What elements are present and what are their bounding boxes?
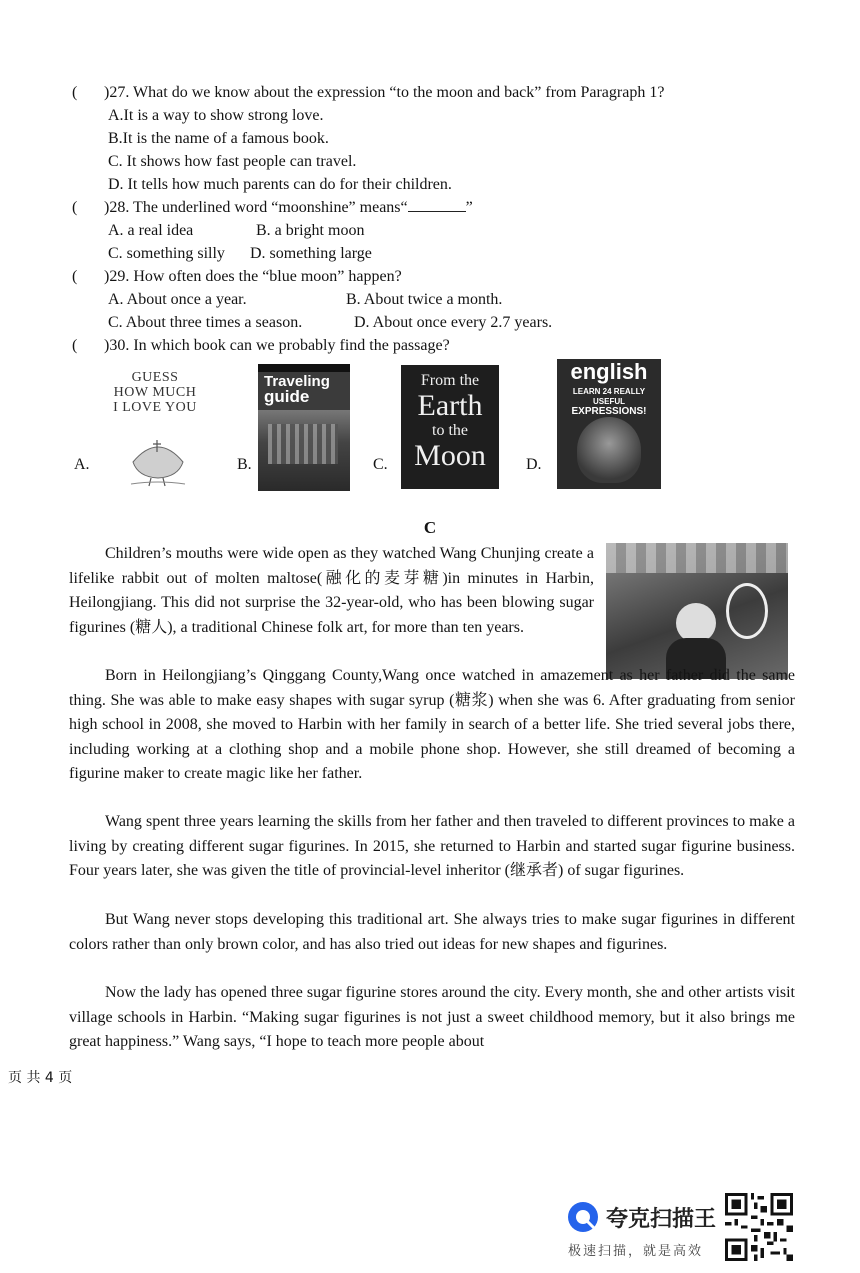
question-29-text: )29. How often does the “blue moon” happen? [104,268,402,285]
q29-option-d: D. About once every 2.7 years. [354,314,553,331]
answer-blank [408,197,466,212]
passage-paragraph-4: But Wang never stops developing this traditional art. She always tries to make sugar figurines in different colors rather than only brown color, and has also tried out ideas for new shapes and figurines. [69,911,795,953]
hare-illustration [123,422,193,488]
q29-option-a: A. About once a year. [108,291,247,308]
q28-option-a: A. a real idea [108,222,194,239]
book-cover-a: GUESS HOW MUCH I LOVE YOU [103,364,207,490]
book-cover-d: english LEARN 24 REALLY USEFUL EXPRESSIONS! [557,359,661,489]
q28-options-row-1 [108,220,365,242]
brand-slogan: 极速扫描，就是高效 [568,1244,704,1259]
page-footer: 页 共 4 页 [8,1070,73,1086]
passage-paragraph-2: Born in Heilongjiang’s Qinggang County,Wang once watched in amazement as her father did the same thing. She was able to make easy shapes with sugar syrup (糖浆) when she was 6. After graduating from senior high school in 2008, she moved to Harbin with her family in search of a better life. She tried several jobs there, including working at a clothing shop and a mobile phone shop. However, she still dreamed of becoming a figurine maker to create magic like her father. [69,667,795,782]
question-28: ( )28. The underlined word “moonshine” means“ ” [72,199,473,216]
q29-options-row-1 [108,289,503,311]
choice-a-label: A. [74,456,90,473]
question-27-text: )27. What do we know about the expression “to the moon and back” from Paragraph 1? [104,84,665,101]
q28-options-row-2 [108,243,372,265]
book-cover-c: From the Earth to the Moon [401,365,499,489]
q28-option-c: C. something silly [108,245,225,262]
qr-code-icon [725,1193,793,1261]
choice-c-label: C. [373,456,388,473]
q27-option-d: D. It tells how much parents can do for their children. [108,176,452,193]
section-heading: C [423,518,437,537]
choice-b-label: B. [237,456,252,473]
question-27: ( )27. What do we know about the expression “to the moon and back” from Paragraph 1? [72,84,665,101]
q27-option-b: B.It is the name of a famous book. [108,130,329,147]
q27-option-a: A.It is a way to show strong love. [108,107,324,124]
question-30-text: )30. In which book can we probably find the passage? [104,337,450,354]
brand-logo-icon [566,1200,600,1234]
choice-d-label: D. [526,456,542,473]
q29-option-b: B. About twice a month. [346,291,503,308]
q29-option-c: C. About three times a season. [108,314,303,331]
passage-paragraph-5: Now the lady has opened three sugar figurine stores around the city. Every month, she and other artists visit village schools in Harbin. “Making sugar figurines is not just a sweet childhood memory, but it also brings me great happiness.” Wang says, “I hope to teach more people about [69,984,795,1050]
brand-name: 夸克扫描王 [606,1207,717,1232]
question-28-text: )28. The underlined word “moonshine” means“ [104,199,408,216]
q29-options-row-2 [108,312,553,334]
question-29: ( )29. How often does the “blue moon” happen? [72,268,402,285]
q28-option-b: B. a bright moon [256,222,365,239]
q27-option-c: C. It shows how fast people can travel. [108,153,357,170]
wang-chunjing-photo [606,543,788,679]
passage-paragraph-1: Children’s mouths were wide open as they watched Wang Chunjing create a lifelike rabbit out of molten maltose(融化的麦芽糖)in minutes in Harbin, Heilongjiang. This did not surprise the 32-year-old, who has been blowing sugar figurines (糖人), a traditional Chinese folk art, for more than ten years. [69,545,594,636]
book-cover-b: Traveling guide [258,364,350,491]
q28-option-d: D. something large [250,245,372,262]
question-30: ( )30. In which book can we probably find the passage? [72,337,450,354]
passage-paragraph-3: Wang spent three years learning the skills from her father and then traveled to different provinces to make a living by creating different sugar figurines. In 2015, she returned to Harbin and started sugar figurine business. Four years later, she was given the title of provincial-level inheritor (继承者) of sugar figurines. [69,813,795,879]
